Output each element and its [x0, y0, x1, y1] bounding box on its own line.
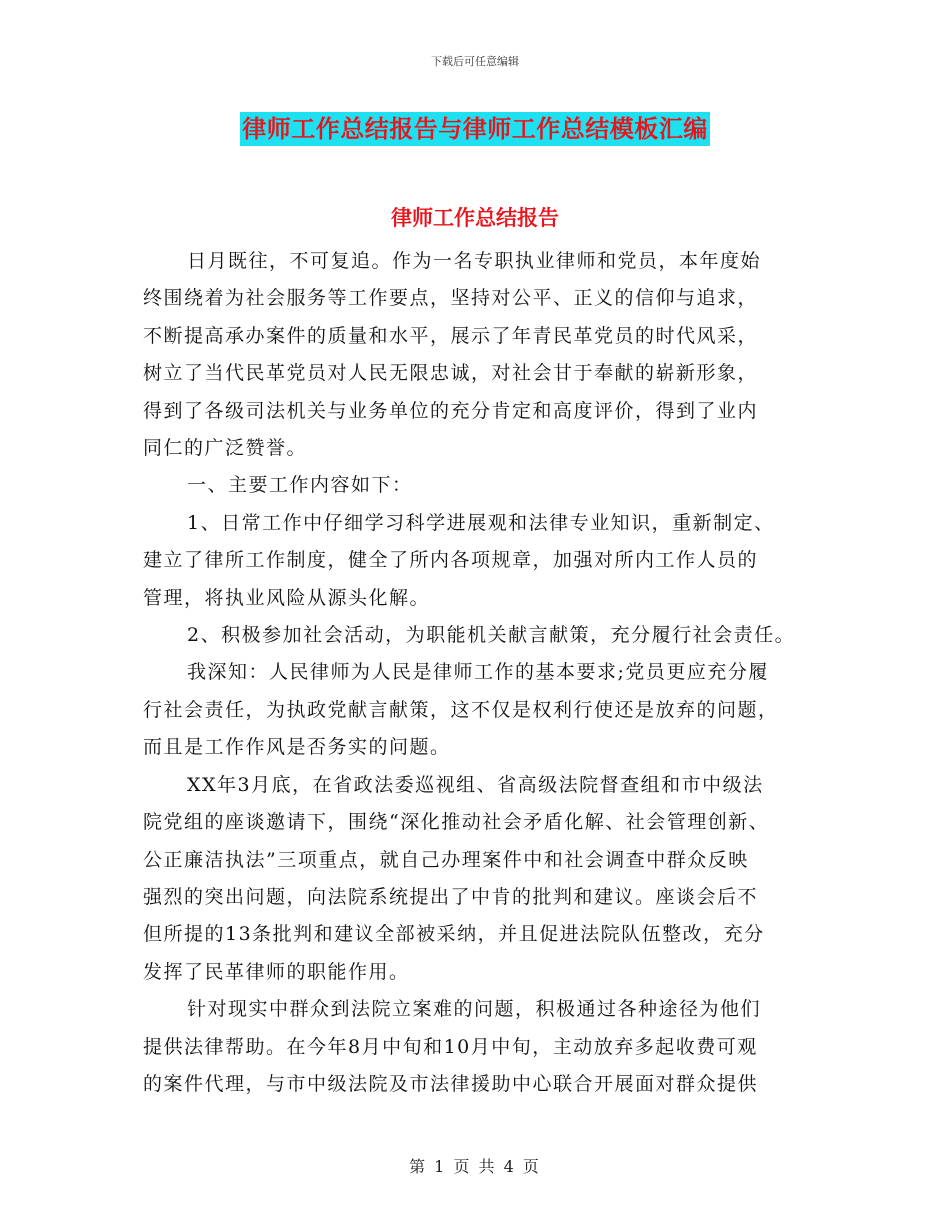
paragraph-legal-aid	[143, 991, 813, 1103]
text-line: 强烈的突出问题，向法院系统提出了中肯的批判和建议。座谈会后不	[143, 885, 759, 908]
text-line: 2、积极参加社会活动，为职能机关献言献策，充分履行社会责任。	[187, 624, 796, 647]
text-line: 不断提高承办案件的质量和水平，展示了年青民革党员的时代风采，	[143, 324, 759, 347]
text-line: 院党组的座谈邀请下，围绕“深化推动社会矛盾化解、社会管理创新、	[143, 811, 770, 834]
paragraph-item-1	[143, 505, 813, 617]
text-line: 针对现实中群众到法院立案难的问题，积极通过各种途径为他们	[187, 998, 762, 1021]
text-line: 终围绕着为社会服务等工作要点，坚持对公平、正义的信仰与追求，	[143, 287, 759, 310]
text-line: 一、主要工作内容如下：	[187, 474, 413, 497]
paragraph-item-2	[143, 617, 813, 654]
text-line: 管理，将执业风险从源头化解。	[143, 586, 431, 609]
section-title: 律师工作总结报告	[391, 206, 559, 230]
text-line: 1、日常工作中仔细学习科学进展观和法律专业知识，重新制定、	[187, 511, 775, 534]
text-line: 树立了当代民革党员对人民无限忠诚，对社会甘于奉献的崭新形象，	[143, 362, 759, 385]
text-line: 公正廉洁执法”三项重点，就自己办理案件中和社会调查中群众反映	[143, 848, 749, 871]
text-line: 而且是工作作风是否务实的问题。	[143, 736, 451, 759]
text-line: 得到了各级司法机关与业务单位的充分肯定和高度评价，得到了业内	[143, 399, 759, 422]
text-line: 行社会责任，为执政党献言献策，这不仅是权利行使还是放弃的问题，	[143, 698, 779, 721]
text-line: 日月既往，不可复追。作为一名专职执业律师和党员，本年度始	[187, 250, 762, 272]
document-title-container	[0, 112, 950, 146]
text-line: 提供法律帮助。在今年8月中旬和10月中旬，主动放弃多起收费可观	[143, 1035, 758, 1058]
paragraph-responsibility	[143, 654, 813, 766]
text-line: 但所提的13条批判和建议全部被采纳，并且促进法院队伍整改，充分	[143, 923, 765, 946]
text-line: 建立了律所工作制度，健全了所内各项规章，加强对所内工作人员的	[143, 549, 759, 572]
paragraph-march-meeting	[143, 767, 813, 991]
document-title: 律师工作总结报告与律师工作总结模板汇编	[240, 112, 710, 146]
document-body	[143, 243, 813, 1103]
paragraph-heading-main-work	[143, 467, 813, 504]
paragraph-intro	[143, 243, 813, 467]
text-line: 发挥了民革律师的职能作用。	[143, 960, 410, 983]
page-number-footer: 第 1 页 共 4 页	[409, 1157, 541, 1176]
text-line: 我深知：人民律师为人民是律师工作的基本要求;党员更应充分履	[187, 661, 769, 684]
text-line: XX年3月底，在省政法委巡视组、省高级法院督查组和市中级法	[187, 773, 764, 796]
page-header-note: 下载后可任意编辑	[431, 55, 519, 68]
text-line: 同仁的广泛赞誉。	[143, 437, 308, 460]
text-line: 的案件代理，与市中级法院及市法律援助中心联合开展面对群众提供	[143, 1072, 759, 1095]
